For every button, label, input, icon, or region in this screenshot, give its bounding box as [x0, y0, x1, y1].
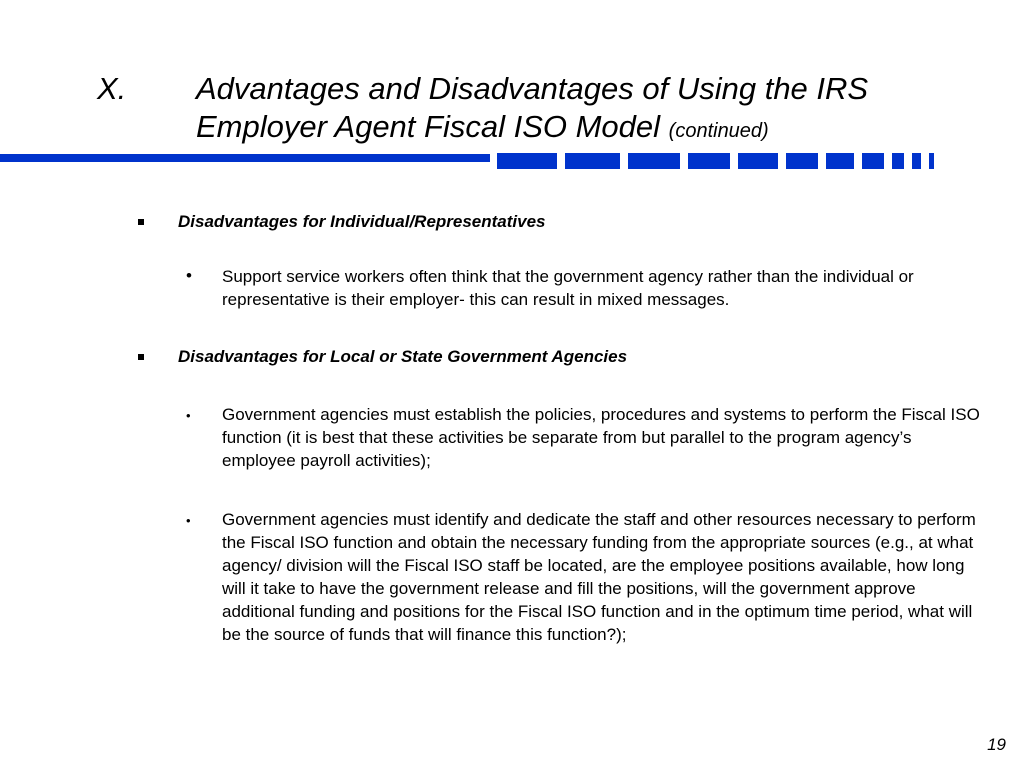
divider-segment: [738, 153, 778, 169]
section-heading: Disadvantages for Individual/Representatives: [178, 212, 546, 231]
dot-bullet-icon: •: [186, 266, 192, 285]
divider-segment: [497, 153, 557, 169]
slide-title-line-1: Advantages and Disadvantages of Using the IRS: [196, 71, 869, 106]
square-bullet-icon: [138, 354, 144, 360]
dot-bullet-icon: •: [186, 408, 191, 423]
slide-title: [196, 70, 976, 150]
divider-segment: [688, 153, 730, 169]
divider-segment: [862, 153, 884, 169]
title-divider-bar: [0, 153, 940, 169]
divider-segment: [628, 153, 680, 169]
divider-segment: [0, 154, 490, 162]
bullet-text: Government agencies must identify and dedicate the staff and other resources necessary to perform the Fiscal ISO function and obtain the necessary funding from the appropriate sources (e.g., at what agency/ division will the Fiscal ISO staff be located, are the employee positions available, how long will it take to have the government release and fill the positions, will the government approve additional funding and positions for the Fiscal ISO function and in the optimum time period, what will be the source of funds that will finance this function?);: [222, 510, 976, 644]
divider-segment: [826, 153, 854, 169]
dot-bullet-icon: •: [186, 513, 191, 528]
divider-segment: [786, 153, 818, 169]
bullet-text: Government agencies must establish the policies, procedures and systems to perform the Fiscal ISO function (it is best that these activities be separate from but parallel to the program agency’s employee payroll activities);: [222, 405, 980, 470]
slide-title-main: Employer Agent Fiscal ISO Model: [196, 109, 661, 144]
section-heading: Disadvantages for Local or State Government Agencies: [178, 347, 628, 366]
page-number: 19: [987, 735, 1006, 754]
slide-title-line-2: [196, 108, 976, 150]
divider-segment: [565, 153, 620, 169]
divider-segment: [892, 153, 904, 169]
divider-segment: [912, 153, 921, 169]
slide-title-suffix: (continued): [668, 120, 769, 142]
divider-segment: [929, 153, 934, 169]
slide-title-number: X.: [97, 71, 127, 106]
square-bullet-icon: [138, 219, 144, 225]
bullet-text: Support service workers often think that the government agency rather than the individual or representative is their employer- this can result in mixed messages.: [222, 267, 914, 309]
